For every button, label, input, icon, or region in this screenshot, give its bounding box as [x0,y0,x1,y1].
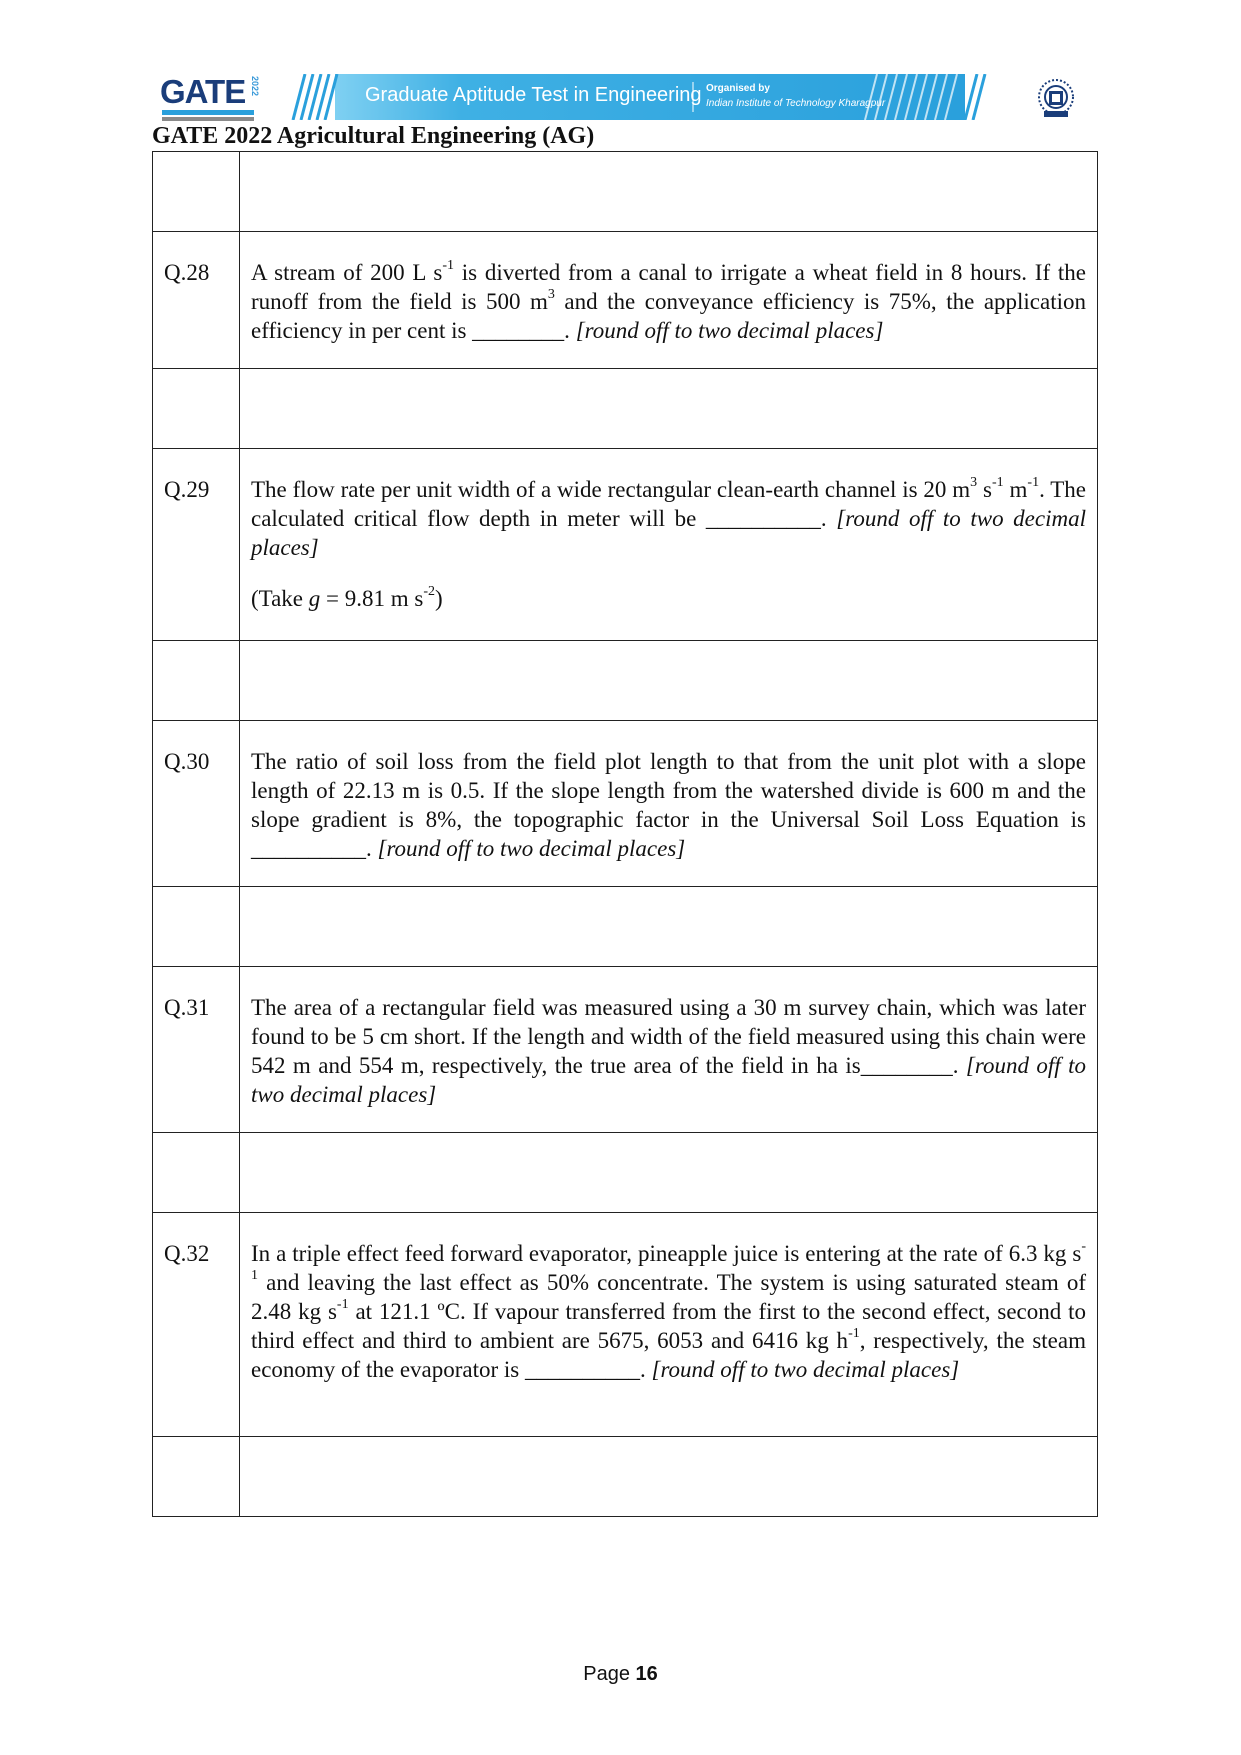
iit-kgp-emblem-icon [1036,77,1076,119]
organised-by-label: Organised by [706,83,770,94]
question-text: The flow rate per unit width of a wide rectangular clean-earth channel is 20 $m^3$ $s^{-1}$ $m^{-1}$. The calculated critical flow depth in meter will be __________. [round off to two decimal places] [251,475,1087,560]
rounding-instruction: [round off to two decimal places] [651,1357,960,1382]
question-number: Q.32 [153,1213,240,1437]
banner-title: Graduate Aptitude Test in Engineering [365,84,702,106]
question-text-cell [240,721,1098,887]
question-row [153,1213,1098,1437]
gate-logo [160,73,260,122]
logo-text: GATE [160,73,246,110]
document-title: GATE 2022 Agricultural Engineering (AG) [152,123,595,149]
rounding-instruction: [round off to two decimal places] [251,1053,1086,1107]
question-text-cell [240,967,1098,1133]
rounding-instruction: [round off to two decimal places] [575,318,884,343]
page-label: Page [583,1663,636,1685]
spacer-row [153,1133,1098,1213]
page-number: 16 [635,1663,658,1685]
spacer-row [153,887,1098,967]
rounding-instruction: [round off to two decimal places] [251,506,1086,560]
question-number: Q.29 [153,449,240,641]
question-number: Q.28 [153,232,240,369]
question-text-cell [240,1213,1098,1437]
logo-underline [162,110,254,115]
question-row [153,967,1098,1133]
question-row [153,232,1098,369]
question-note: (Take g = 9.81 m $s^{-2}$) [251,584,443,611]
question-number: Q.30 [153,721,240,887]
question-text: The ratio of soil loss from the field plot length to that from the unit plot with a slope length of 22.13 m is 0.5. If the slope length from the watershed divide is 600 m and the slope gradient is 8%, the topographic factor in the Universal Soil Loss Equation is __________. [round off to two decimal places] [251,749,1086,861]
spacer-row [153,152,1098,232]
question-number: Q.31 [153,967,240,1133]
question-text: In a triple effect feed forward evaporator, pineapple juice is entering at the rate of 6.3 kg $s^{-1}$ and leaving the last effect as 50% concentrate. The system is using saturated steam of 2.48 kg $s^{-1}$ at 121.1 ºC. If vapour transferred from the first to the second effect, second to third effect and third to ambient are 5675, 6053 and 6416 kg $h^{-1}$, respectively, the steam economy of the evaporator is __________. [round off to two decimal places] [251,1239,1086,1382]
page-footer [0,1663,1241,1686]
logo-underline-secondary [162,117,254,121]
question-text-cell [240,232,1098,369]
question-table [152,151,1098,1517]
logo-year: 2022 [250,76,260,97]
question-text: A stream of 200 L $s^{-1}$ is diverted from a canal to irrigate a wheat field in 8 hours. If the runoff from the field is 500 $m^3$ and the conveyance efficiency is 75%, the application efficiency in per cent is ________. [round off to two decimal places] [251,258,1087,343]
question-text: The area of a rectangular field was measured using a 30 m survey chain, which was later found to be 5 cm short. If the length and width of the field measured using this chain were 542 m and 554 m, respectively, the true area of the field in ha is________. [round off to two decimal places] [251,995,1086,1107]
spacer-row [153,369,1098,449]
rounding-instruction: [round off to two decimal places] [377,836,686,861]
spacer-row [153,641,1098,721]
spacer-row [153,1437,1098,1517]
organiser-name: Indian Institute of Technology Kharagpur [706,98,886,109]
question-row [153,721,1098,887]
question-text-cell [240,449,1098,641]
question-row [153,449,1098,641]
